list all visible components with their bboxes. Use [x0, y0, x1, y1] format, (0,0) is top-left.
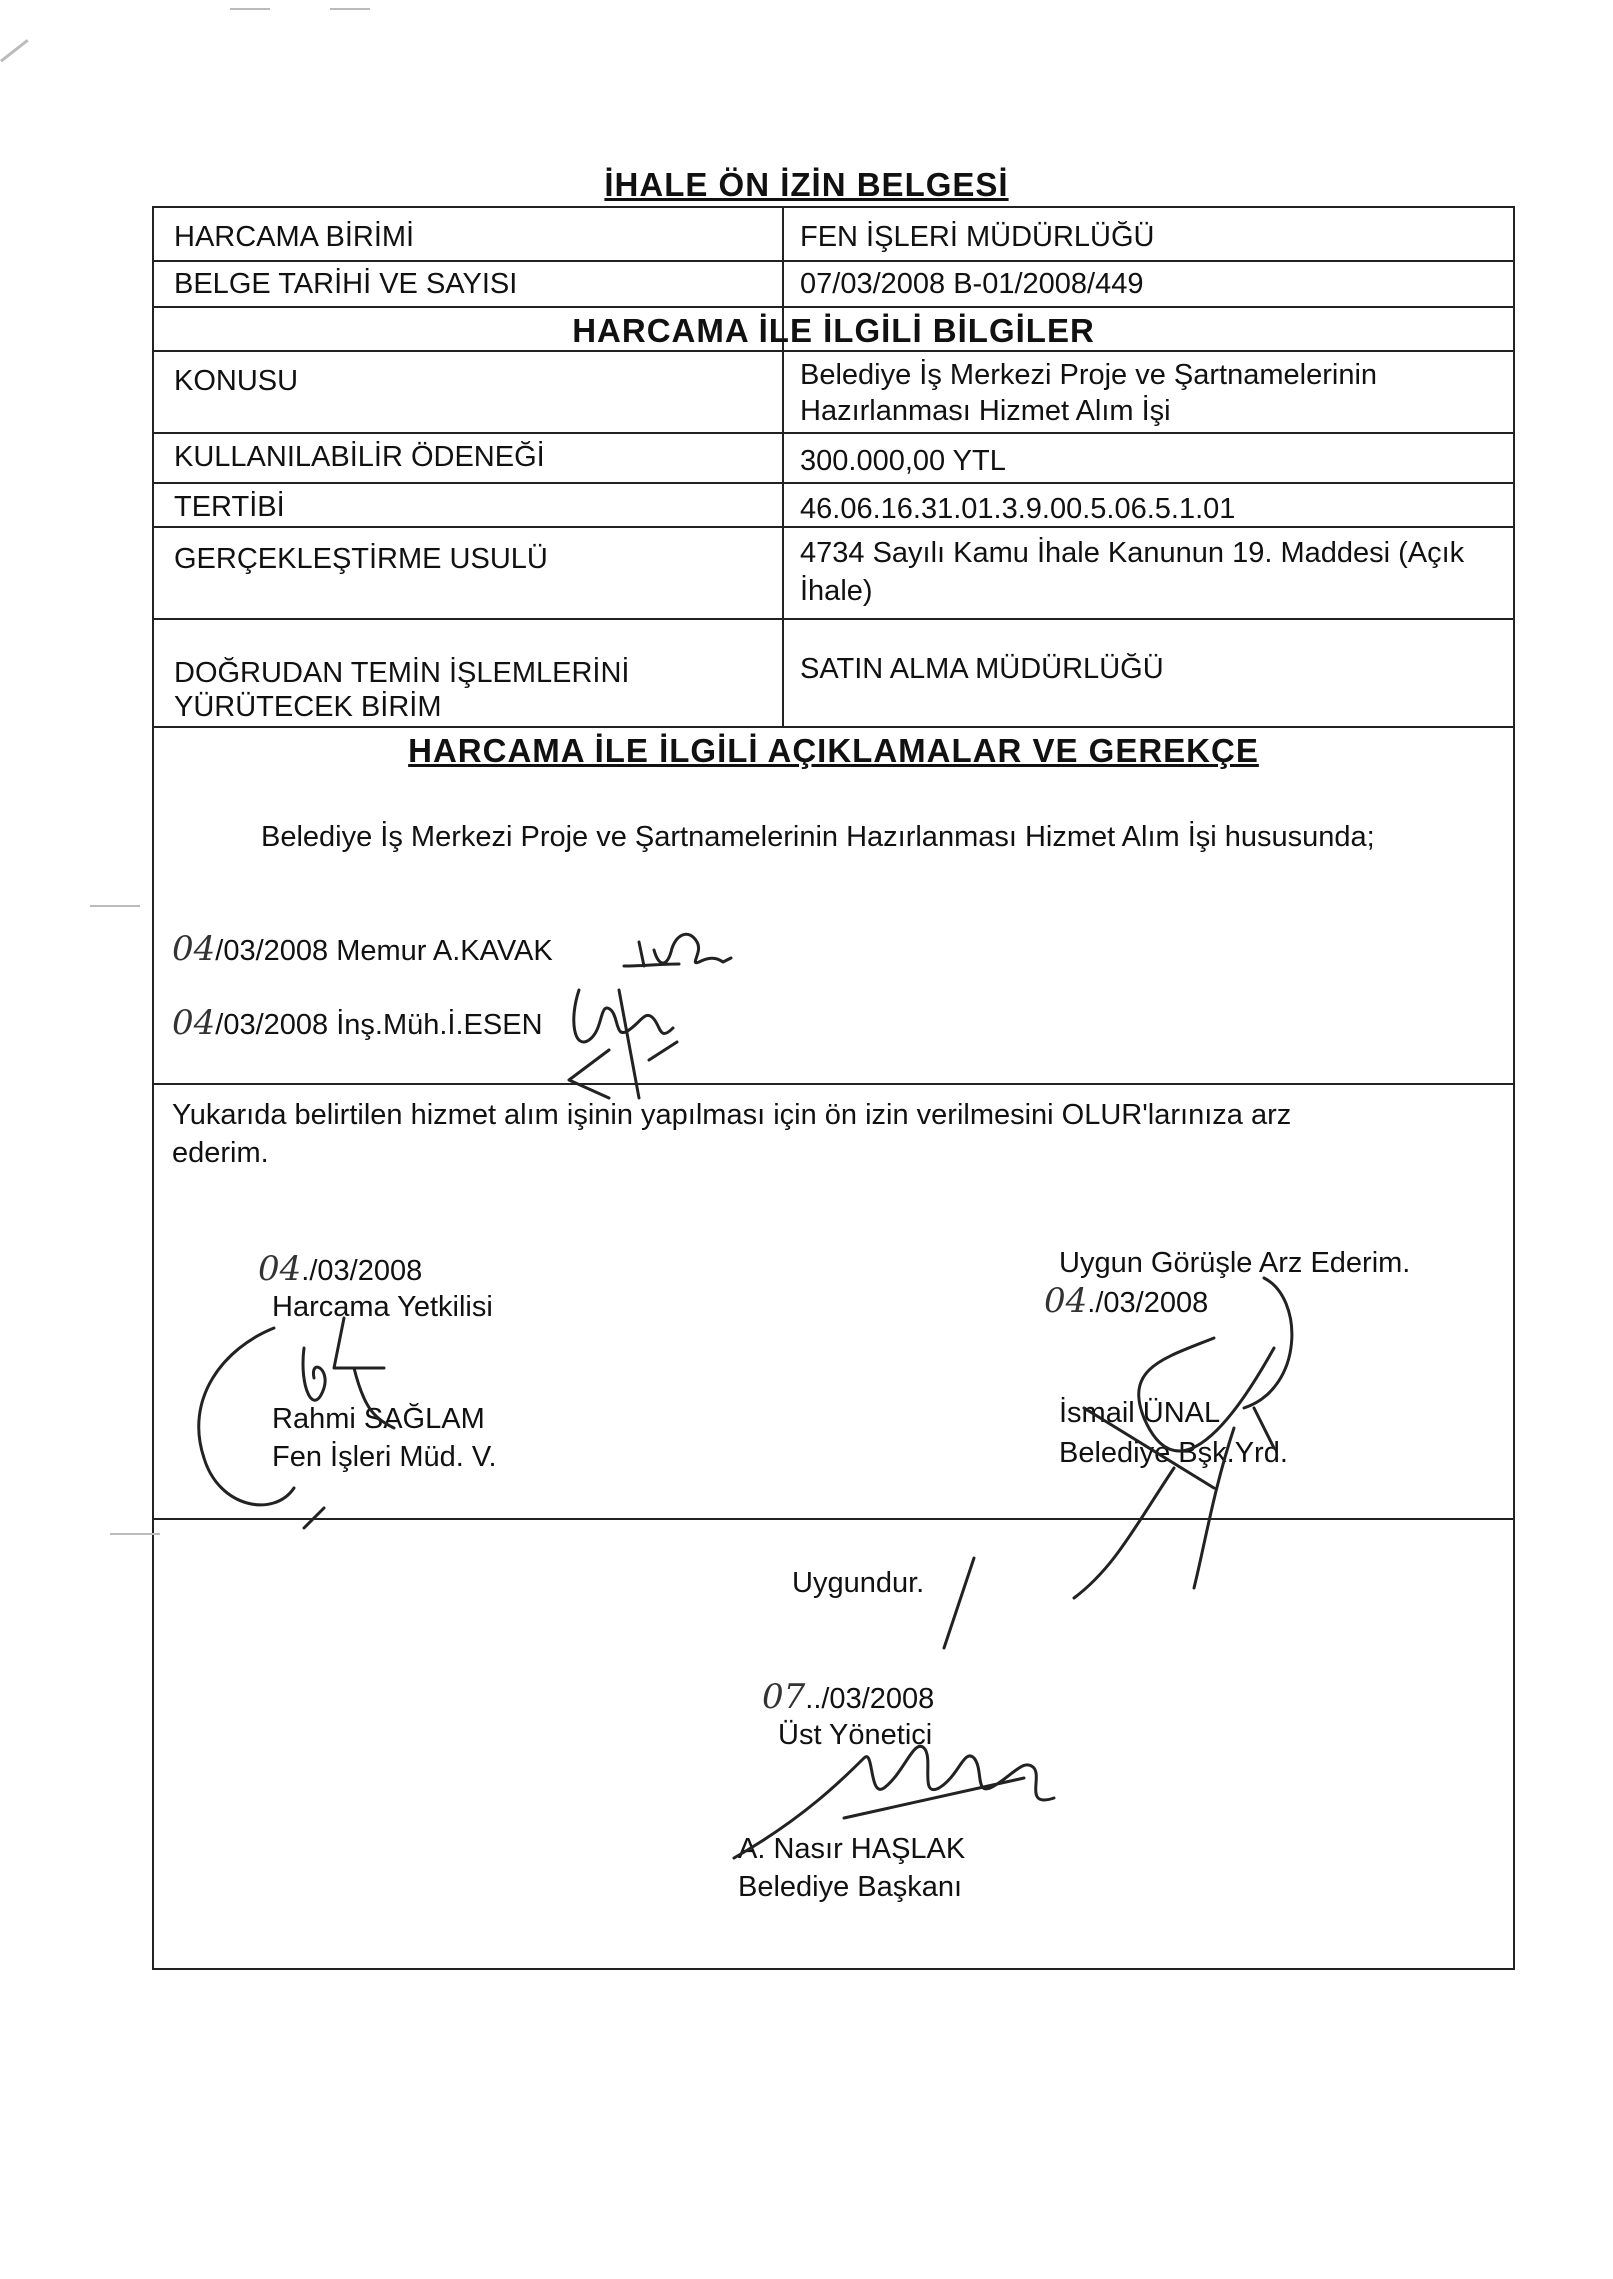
row-divider [154, 526, 1513, 528]
row-divider [154, 306, 1513, 308]
date-text: ../03/2008 [805, 1683, 935, 1715]
form-frame [152, 206, 1515, 1970]
date-text: ./03/2008 [301, 1255, 423, 1287]
unal-signature [1014, 1268, 1344, 1608]
staff-line-2 [172, 1004, 543, 1044]
konusu-value-line1: Belediye İş Merkezi Proje ve Şartnamelerinin [800, 359, 1378, 391]
birim-label-line1: DOĞRUDAN TEMİN İŞLEMLERİNİ [174, 657, 630, 689]
haslak-signature [724, 1718, 1084, 1868]
staff-text: /03/2008 Memur A.KAVAK [215, 935, 553, 967]
birim-label-line2: YÜRÜTECEK BİRİM [174, 691, 442, 723]
harcama-birimi-label: HARCAMA BİRİMİ [174, 221, 415, 253]
harcama-birimi-value: FEN İŞLERİ MÜDÜRLÜĞÜ [800, 221, 1155, 253]
tertibi-value: 46.06.16.31.01.3.9.00.5.06.5.1.01 [800, 493, 1236, 525]
belge-tarihi-label: BELGE TARİHİ VE SAYISI [174, 268, 518, 300]
uygun-tick [934, 1548, 994, 1658]
approval-word: Uygundur. [792, 1567, 925, 1599]
esen-signature [549, 970, 699, 1110]
handwritten-day: 04 [258, 1249, 302, 1289]
konusu-value-line2: Hazırlanması Hizmet Alım İşi [800, 395, 1171, 427]
request-line-2: ederim. [172, 1137, 269, 1169]
right-name: İsmail ÜNAL [1059, 1397, 1221, 1429]
left-date [258, 1250, 422, 1290]
konusu-label: KONUSU [174, 365, 299, 397]
scan-margin-mark [90, 905, 140, 907]
usul-value-line2: İhale) [800, 575, 873, 607]
odenek-value: 300.000,00 YTL [800, 445, 1006, 477]
explanation-title: HARCAMA İLE İLGİLİ AÇIKLAMALAR VE GEREKÇE [408, 732, 1259, 769]
approval-title: Belediye Başkanı [738, 1871, 963, 1903]
explanation-text: Belediye İş Merkezi Proje ve Şartnamelerinin Hazırlanması Hizmet Alım İşi hususunda; [261, 821, 1375, 853]
request-line-1: Yukarıda belirtilen hizmet alım işinin yapılması için ön izin verilmesini OLUR'larınıza arz [172, 1099, 1292, 1131]
row-divider [154, 482, 1513, 484]
tertibi-label: TERTİBİ [174, 491, 285, 523]
right-title: Belediye Bşk.Yrd. [1059, 1437, 1288, 1469]
scan-margin-mark [110, 1533, 160, 1535]
approval-name: A. Nasır HAŞLAK [738, 1833, 966, 1865]
left-name: Rahmi SAĞLAM [272, 1403, 485, 1435]
right-heading: Uygun Görüşle Arz Ederim. [1059, 1247, 1411, 1279]
handwritten-day: 04 [172, 929, 216, 969]
info-section-title: HARCAMA İLE İLGİLİ BİLGİLER [572, 312, 1095, 349]
saglam-signature [184, 1308, 414, 1528]
left-role: Harcama Yetkilisi [272, 1291, 493, 1323]
handwritten-day: 04 [172, 1003, 216, 1043]
date-text: ./03/2008 [1087, 1287, 1209, 1319]
usul-label: GERÇEKLEŞTİRME USULÜ [174, 543, 548, 575]
scan-top-mark [330, 8, 370, 10]
handwritten-day: 04 [1044, 1281, 1088, 1321]
scan-corner-mark [0, 39, 29, 62]
row-divider [154, 726, 1513, 728]
odenek-label: KULLANILABİLİR ÖDENEĞİ [174, 441, 545, 473]
left-title: Fen İşleri Müd. V. [272, 1441, 497, 1473]
approval-date [762, 1678, 934, 1718]
row-divider [154, 432, 1513, 434]
birim-value: SATIN ALMA MÜDÜRLÜĞÜ [800, 653, 1164, 685]
handwritten-day: 07 [762, 1677, 806, 1717]
row-divider [154, 260, 1513, 262]
belge-tarihi-value: 07/03/2008 B-01/2008/449 [800, 268, 1144, 300]
row-divider [154, 350, 1513, 352]
column-divider [782, 208, 784, 726]
row-divider [154, 618, 1513, 620]
approval-role: Üst Yönetici [778, 1719, 933, 1751]
scan-top-mark [230, 8, 270, 10]
section-divider [154, 1083, 1513, 1085]
usul-value-line1: 4734 Sayılı Kamu İhale Kanunun 19. Maddesi (Açık [800, 537, 1465, 569]
document-title: İHALE ÖN İZİN BELGESİ [604, 166, 1009, 203]
staff-line-1 [172, 930, 553, 970]
staff-text: /03/2008 İnş.Müh.İ.ESEN [215, 1009, 543, 1041]
